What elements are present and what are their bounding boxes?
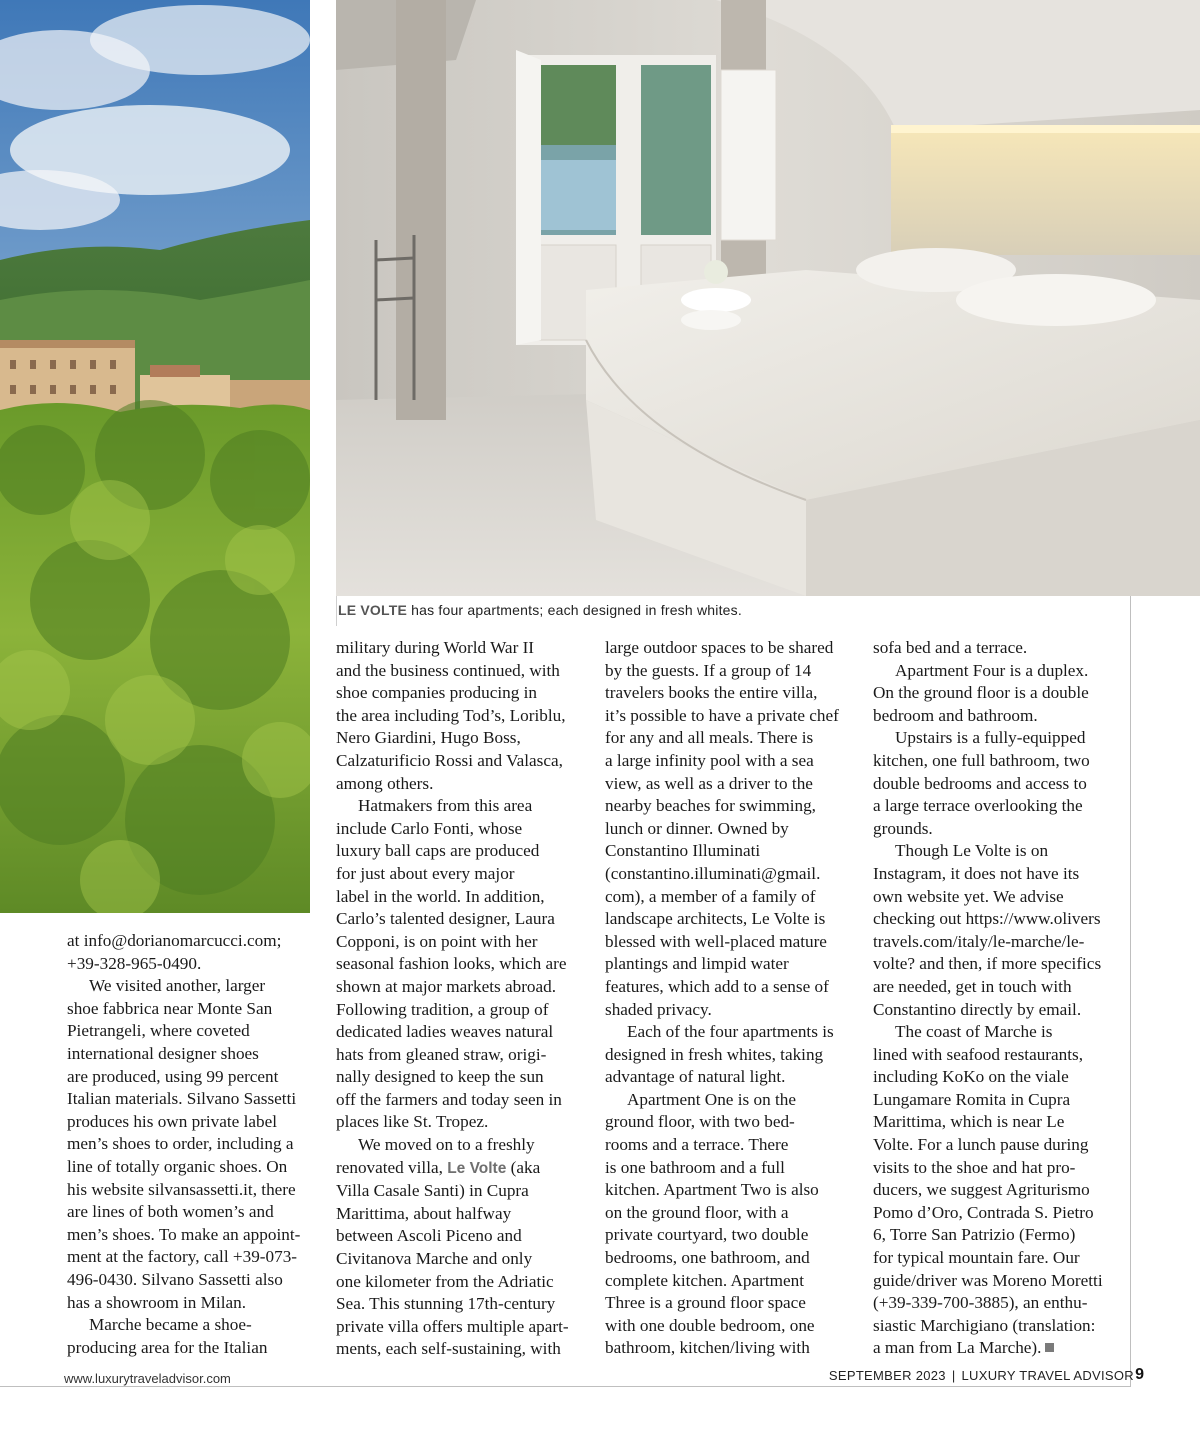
text-line: private courtyard, two double	[605, 1225, 809, 1245]
text-line: Hatmakers from this area	[358, 796, 533, 816]
text-line: for any and all meals. There is	[605, 728, 814, 748]
text-run: (aka	[506, 1157, 541, 1177]
text-line	[873, 1337, 1123, 1360]
text-line: Lungamare Romita in Cupra	[873, 1089, 1071, 1109]
landscape-photo	[0, 0, 310, 913]
text-line: +39-328-965-0490.	[67, 953, 202, 973]
text-line: shoe companies producing in	[336, 683, 537, 703]
text-line: view, as well as a driver to the	[605, 773, 813, 793]
text-line: is one bathroom and a full	[605, 1157, 785, 1177]
text-line: Instagram, it does not have its	[873, 863, 1080, 883]
footer-issue-date: SEPTEMBER 2023	[828, 1368, 946, 1383]
text-line: between Ascoli Piceno and	[336, 1226, 522, 1246]
end-of-article-mark	[1045, 1343, 1054, 1352]
text-line: Copponi, is on point with her	[336, 931, 538, 951]
text-line: shoe fabbrica near Monte San	[67, 998, 273, 1018]
text-line: shaded privacy.	[605, 999, 712, 1019]
text-line: plantings and limpid water	[605, 954, 789, 974]
text-line: Constantino directly by email.	[873, 999, 1082, 1019]
text-line: checking out https://www.olivers	[873, 909, 1101, 929]
text-line: Carlo’s talented designer, Laura	[336, 909, 555, 929]
frame-line	[336, 596, 337, 626]
text-line: the area including Tod’s, Loriblu,	[336, 705, 566, 725]
text-line: including KoKo on the viale	[873, 1067, 1069, 1087]
text-line: for typical mountain fare. Our	[873, 1248, 1080, 1268]
text-line: line of totally organic shoes. On	[67, 1156, 288, 1176]
text-line: and the business continued, with	[336, 660, 560, 680]
article-column-2	[336, 637, 586, 1361]
text-line: blessed with well-placed mature	[605, 931, 827, 951]
text-line: places like St. Tropez.	[336, 1112, 489, 1132]
text-line: grounds.	[873, 818, 933, 838]
text-line: ground floor, with two bed-	[605, 1112, 795, 1132]
text-line: 496-0430. Silvano Sassetti also	[67, 1269, 283, 1289]
text-line: Following tradition, a group of	[336, 999, 549, 1019]
text-line: Sea. This stunning 17th-century	[336, 1294, 556, 1314]
text-line: his website silvansassetti.it, there	[67, 1179, 296, 1199]
text-line: Upstairs is a fully-equipped	[895, 728, 1086, 748]
text-line: travelers books the entire villa,	[605, 683, 818, 703]
text-line: shown at major markets abroad.	[336, 976, 557, 996]
text-line: double bedrooms and access to	[873, 773, 1087, 793]
text-line: Pomo d’Oro, Contrada S. Pietro	[873, 1202, 1094, 1222]
text-line: include Carlo Fonti, whose	[336, 818, 523, 838]
text-line: Apartment Four is a duplex.	[895, 660, 1089, 680]
text-line: by the guests. If a group of 14	[605, 660, 812, 680]
footer-website-url[interactable]: www.luxurytraveladvisor.com	[64, 1371, 231, 1386]
text-line: nally designed to keep the sun	[336, 1067, 544, 1087]
article-column-3	[605, 637, 855, 1360]
article-column-4	[873, 637, 1123, 1360]
text-line: own website yet. We advise	[873, 886, 1064, 906]
text-line: nearby beaches for swimming,	[605, 796, 816, 816]
text-line: Constantino Illuminati	[605, 841, 761, 861]
text-line: (constantino.illuminati@gmail.	[605, 863, 821, 883]
text-line: are lines of both women’s and	[67, 1202, 274, 1222]
text-line: are needed, get in touch with	[873, 976, 1072, 996]
text-line: complete kitchen. Apartment	[605, 1270, 805, 1290]
text-line: for just about every major	[336, 863, 515, 883]
text-line: ment at the factory, call +39-073-	[67, 1247, 298, 1267]
text-line: visits to the shoe and hat pro-	[873, 1157, 1076, 1177]
text-line: one kilometer from the Adriatic	[336, 1271, 554, 1291]
text-line: Calzaturificio Rossi and Valasca,	[336, 750, 563, 770]
page-number: 9	[1135, 1366, 1144, 1383]
text-line: bedrooms, one bathroom, and	[605, 1248, 810, 1268]
frame-line	[0, 1386, 1131, 1387]
text-line: produces his own private label	[67, 1111, 278, 1131]
bedroom-photo	[336, 0, 1200, 596]
text-line: kitchen. Apartment Two is also	[605, 1180, 819, 1200]
text-line: (+39-339-700-3885), an enthu-	[873, 1293, 1088, 1313]
text-line: We moved on to a freshly	[358, 1135, 535, 1155]
text-line: lined with seafood restaurants,	[873, 1044, 1084, 1064]
text-line: at info@dorianomarcucci.com;	[67, 931, 282, 950]
text-line: Civitanova Marche and only	[336, 1249, 533, 1269]
text-line: label in the world. In addition,	[336, 886, 545, 906]
text-line: Italian materials. Silvano Sassetti	[67, 1089, 297, 1109]
text-line: Apartment One is on the	[627, 1089, 796, 1109]
text-line: On the ground floor is a double	[873, 683, 1089, 703]
text-line: volte? and then, if more specifics	[873, 954, 1102, 974]
text-line: off the farmers and today seen in	[336, 1089, 562, 1109]
text-run: a man from La Marche).	[873, 1338, 1042, 1358]
text-line: producing area for the Italian	[67, 1337, 268, 1357]
text-line: luxury ball caps are produced	[336, 841, 540, 861]
text-line: men’s shoes. To make an appoint-	[67, 1224, 301, 1244]
text-line: bathroom, kitchen/living with	[605, 1338, 810, 1358]
text-line: has a showroom in Milan.	[67, 1292, 247, 1312]
text-line: ments, each self-sustaining, with	[336, 1339, 561, 1359]
text-line: designed in fresh whites, taking	[605, 1044, 824, 1064]
text-line: seasonal fashion looks, which are	[336, 954, 567, 974]
text-line: sofa bed and a terrace.	[873, 638, 1028, 657]
text-line: Marittima, which is near Le	[873, 1112, 1065, 1132]
text-line: kitchen, one full bathroom, two	[873, 750, 1090, 770]
text-run: renovated villa,	[336, 1157, 448, 1177]
photo-caption	[338, 602, 1118, 618]
text-line: Marittima, about halfway	[336, 1203, 512, 1223]
text-line: Each of the four apartments is	[627, 1022, 834, 1042]
text-line: 6, Torre San Patrizio (Fermo)	[873, 1225, 1076, 1245]
frame-line	[1130, 596, 1131, 1386]
text-line: a large infinity pool with a sea	[605, 750, 814, 770]
footer-issue-info	[829, 1368, 1134, 1383]
text-line: it’s possible to have a private chef	[605, 705, 839, 725]
text-line: Villa Casale Santi) in Cupra	[336, 1181, 529, 1201]
text-line: dedicated ladies weaves natural	[336, 1022, 554, 1042]
text-line: military during World War II	[336, 638, 535, 657]
text-line: Volte. For a lunch pause during	[873, 1135, 1089, 1155]
text-line: Marche became a shoe-	[89, 1315, 252, 1335]
text-line: are produced, using 99 percent	[67, 1066, 279, 1086]
text-line: features, which add to a sense of	[605, 976, 829, 996]
text-line: hats from gleaned straw, origi-	[336, 1044, 547, 1064]
text-line: Three is a ground floor space	[605, 1293, 806, 1313]
text-line: private villa offers multiple apart-	[336, 1316, 569, 1336]
text-line: international designer shoes	[67, 1043, 259, 1063]
text-line: a large terrace overlooking the	[873, 796, 1083, 816]
text-line: landscape architects, Le Volte is	[605, 909, 826, 929]
text-line: among others.	[336, 773, 434, 793]
text-line: We visited another, larger	[89, 976, 266, 996]
text-line: advantage of natural light.	[605, 1067, 786, 1087]
text-line: men’s shoes to order, including a	[67, 1134, 294, 1154]
caption-text: has four apartments; each designed in fresh whites.	[407, 602, 742, 618]
caption-lead: LE VOLTE	[338, 602, 408, 618]
text-line: Nero Giardini, Hugo Boss,	[336, 728, 521, 748]
article-column-1	[67, 930, 315, 1359]
text-line: The coast of Marche is	[895, 1022, 1053, 1042]
text-line	[336, 1157, 586, 1181]
footer-separator: |	[951, 1368, 956, 1383]
text-line: large outdoor spaces to be shared	[605, 638, 834, 657]
text-line: guide/driver was Moreno Moretti	[873, 1270, 1103, 1290]
text-line: rooms and a terrace. There	[605, 1135, 789, 1155]
text-line: bedroom and bathroom.	[873, 705, 1038, 725]
text-line: travels.com/italy/le-marche/le-	[873, 931, 1085, 951]
footer-magazine-name: LUXURY TRAVEL ADVISOR	[961, 1368, 1134, 1383]
text-line: Pietrangeli, where coveted	[67, 1021, 250, 1041]
text-line: com), a member of a family of	[605, 886, 816, 906]
text-line: Though Le Volte is on	[895, 841, 1049, 861]
text-line: with one double bedroom, one	[605, 1315, 815, 1335]
text-line: ducers, we suggest Agriturismo	[873, 1180, 1090, 1200]
text-line: lunch or dinner. Owned by	[605, 818, 789, 838]
villa-name-highlight: Le Volte	[447, 1159, 507, 1177]
text-line: on the ground floor, with a	[605, 1202, 789, 1222]
text-line: siastic Marchigiano (translation:	[873, 1315, 1096, 1335]
